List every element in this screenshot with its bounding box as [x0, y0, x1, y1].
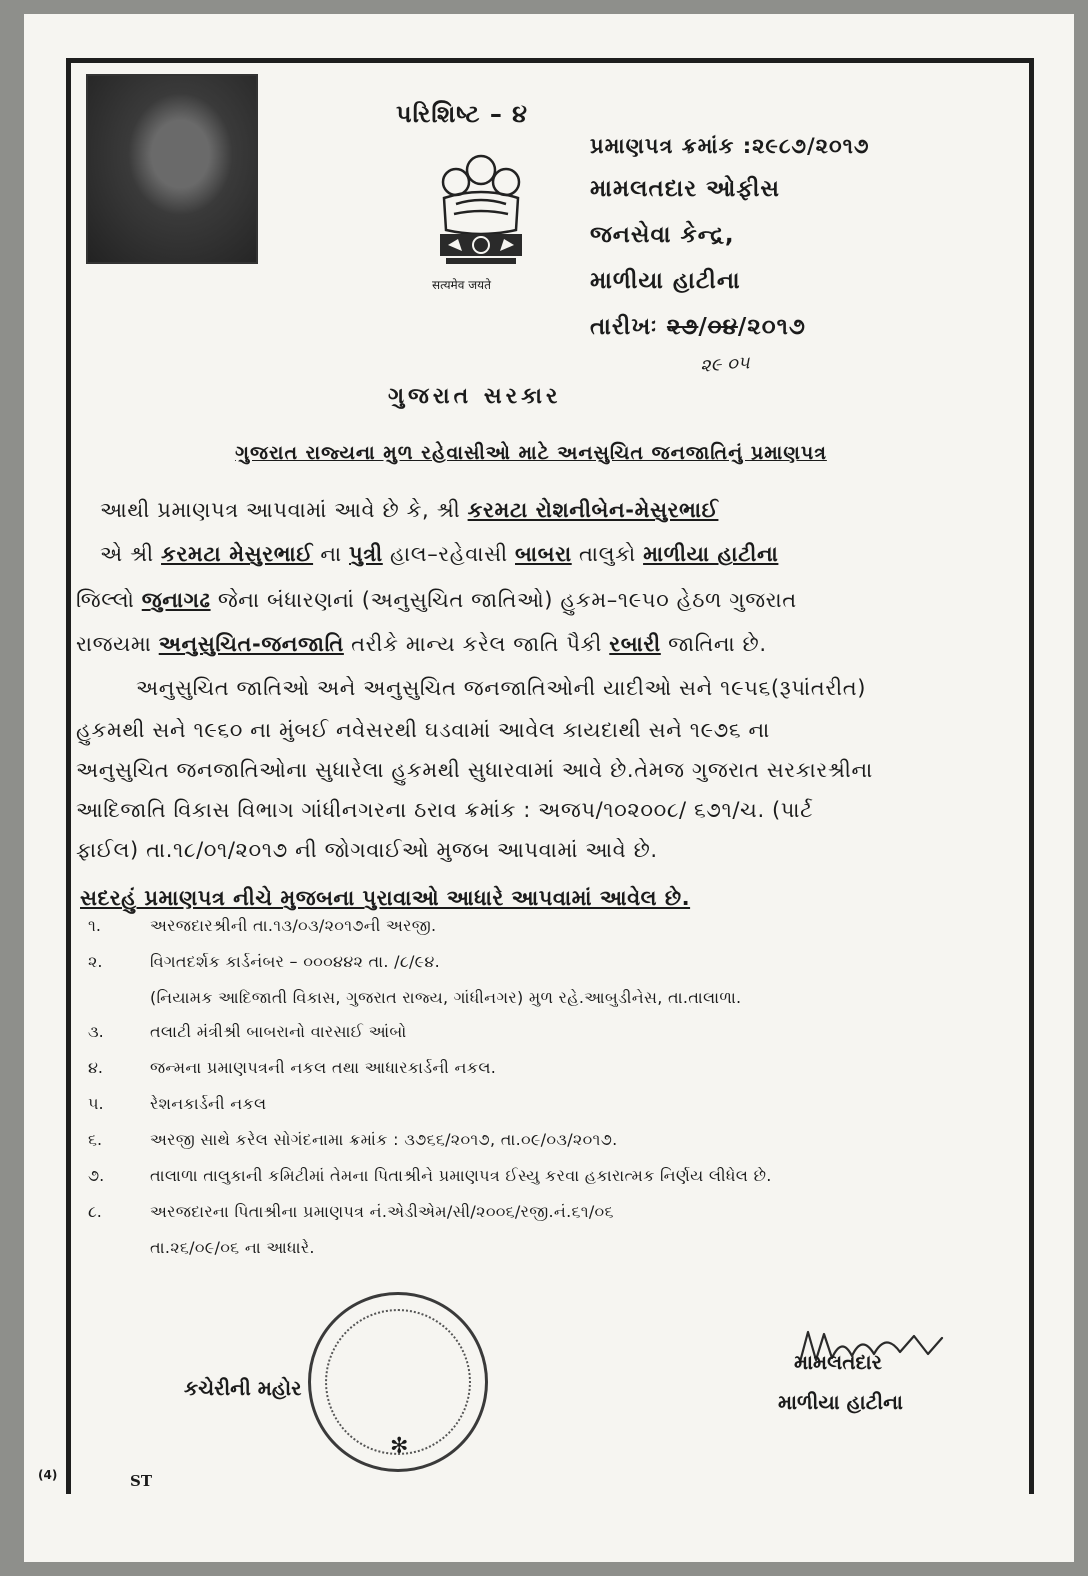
evidence-number: ૬.: [88, 1130, 103, 1149]
evidence-item: રેશનકાર્ડની નકલ: [150, 1094, 267, 1113]
evidence-item: તા.૨૬/૦૯/૦૬ ના આધારે.: [150, 1238, 315, 1257]
applicant-photo: [86, 74, 258, 264]
body-line-1: [100, 498, 1030, 523]
father-name: કરમટા મેસુરભાઈ: [161, 542, 314, 566]
evidence-number: ૮.: [88, 1202, 102, 1221]
date-year: /૨૦૧૭: [737, 314, 806, 340]
certificate-sheet: [24, 14, 1074, 1562]
district: જુનાગઢ: [141, 588, 211, 612]
seal-star-icon: ✻: [390, 1434, 409, 1459]
body-text: આથી પ્રમાણપત્ર આપવામાં આવે છે કે, શ્રી: [100, 498, 468, 522]
issue-date: [590, 314, 806, 340]
evidence-number: ૭.: [88, 1166, 105, 1185]
date-month-struck: ૦૪: [707, 314, 738, 340]
signatory-title: મામલતદાર: [794, 1350, 882, 1374]
evidence-item: (નિયામક આદિજાતી વિકાસ, ગુજરાત રાજ્ય, ગાંધીનગર) મુળ રહે.આબુડીનેસ, તા.તાલાળા.: [150, 988, 742, 1007]
footer-code: ST: [130, 1472, 152, 1490]
applicant-name: કરમટા રોશનીબેન-મેસુરભાઈ: [467, 498, 719, 522]
emblem-motto: सत्यमेव जयते: [432, 278, 491, 292]
body-line-9: ફાઈલ) તા.૧૮/૦૧/૨૦૧૭ ની જોગવાઈઓ મુજબ આપવામાં આવે છે.: [76, 838, 658, 862]
body-line-5: અનુસુચિત જાતિઓ અને અનુસુચિત જનજાતિઓની યાદીઓ સને ૧૯૫૬(રૂપાંતરીત): [136, 676, 867, 700]
body-text: તરીકે માન્ય કરેલ જાતિ પૈકી: [343, 632, 610, 656]
evidence-number: ૨.: [88, 952, 103, 971]
body-text: હાલ–રહેવાસી: [382, 542, 516, 566]
body-text: જાતિના છે.: [660, 632, 767, 656]
body-line-7: અનુસુચિત જનજાતિઓના સુધારેલા હુકમથી સુધારવામાં આવે છે.તેમજ ગુજરાત સરકારશ્રીના: [76, 758, 873, 782]
evidence-item: અરજી સાથે કરેલ સોગંદનામા ક્રમાંક : ૩૭૬૬/૨૦૧૭, તા.૦૯/૦૩/૨૦૧૭.: [150, 1130, 618, 1149]
body-line-8: આદિજાતિ વિકાસ વિભાગ ગાંધીનગરના ઠરાવ ક્રમાંક : અજપ/૧૦૨૦૦૮/ ૬૭૧/ચ. (પાર્ટ: [76, 798, 813, 822]
body-line-3: [76, 588, 1006, 613]
body-text: ના: [313, 542, 350, 566]
page-number: (4): [38, 1468, 58, 1482]
body-line-2: [100, 542, 1030, 567]
evidence-item: જન્મના પ્રમાણપત્રની નકલ તથા આધારકાર્ડની નકલ.: [150, 1058, 497, 1077]
office-seal-label: કચેરીની મહોર: [184, 1376, 302, 1400]
evidence-item: વિગતદર્શક કાર્ડનંબર – ૦૦૦૪૪૨ તા. /૮/૯૪.: [150, 952, 441, 971]
village: બાબરા: [515, 542, 572, 566]
evidence-item: અરજદારશ્રીની તા.૧૩/૦૩/૨૦૧૭ની અરજી.: [150, 916, 437, 935]
service-center: જનસેવા કેન્દ્ર,: [590, 222, 735, 248]
evidence-number: ૫.: [88, 1094, 104, 1113]
date-separator: /: [698, 314, 708, 340]
caste: રબારી: [609, 632, 661, 656]
evidence-item: અરજદારના પિતાશ્રીના પ્રમાણપત્ર નં.એડીએમ/સી/૨૦૦૬/રજી.નં.૬૧/૦૬: [150, 1202, 614, 1221]
body-text: જેના બંધારણનાં (અનુસુચિત જાતિઓ) હુકમ–૧૯૫૦ હેઠળ ગુજરાત: [210, 588, 797, 612]
evidence-number: ૧.: [88, 916, 101, 935]
relation: પુત્રી: [349, 542, 383, 566]
evidence-item: તલાટી મંત્રીશ્રી બાબરાનો વારસાઈ આંબો: [150, 1022, 407, 1041]
office-place: માળીયા હાટીના: [590, 268, 741, 294]
body-text: રાજયમા: [76, 632, 159, 656]
ashoka-emblem-icon: [426, 148, 536, 272]
body-text: તાલુકો: [571, 542, 644, 566]
category: અનુસુચિત-જનજાતિ: [158, 632, 344, 656]
handwritten-date-correction: ૨૯ ૦૫: [699, 352, 751, 377]
signatory-place: માળીયા હાટીના: [778, 1390, 903, 1414]
evidence-number: ૪.: [88, 1058, 104, 1077]
taluka: માળીયા હાટીના: [643, 542, 779, 566]
body-line-4: [76, 632, 1006, 657]
office-name: મામલતદાર ઓફીસ: [590, 176, 781, 202]
body-text: એ શ્રી: [100, 542, 162, 566]
evidence-item: તાલાળા તાલુકાની કમિટીમાં તેમના પિતાશ્રીને પ્રમાણપત્ર ઈસ્યુ કરવા હકારાત્મક નિર્ણય લીધેલ છે.: [150, 1166, 772, 1185]
certificate-subject: ગુજરાત રાજ્યના મુળ રહેવાસીઓ માટે અનસુચિત જનજાતિનું પ્રમાણપત્ર: [235, 442, 827, 464]
evidence-number: ૩.: [88, 1022, 104, 1041]
evidence-heading: સદરહું પ્રમાણપત્ર નીચે મુજબના પુરાવાઓ આધારે આપવામાં આવેલ છે.: [80, 886, 691, 910]
appendix-label: પરિશિષ્ટ – ૪: [396, 100, 529, 128]
certificate-number: પ્રમાણપત્ર ક્રમાંક :૨૯૮૭/૨૦૧૭: [590, 134, 870, 158]
government-heading: ગુજરાત સરકાર: [388, 384, 562, 409]
date-day-struck: ૨૭: [666, 314, 699, 340]
body-text: જિલ્લો: [76, 588, 142, 612]
body-line-6: હુકમથી સને ૧૯૬૦ ના મુંબઈ નવેસરથી ઘડવામાં આવેલ કાયદાથી સને ૧૯૭૬ ના: [76, 718, 770, 742]
date-label: તારીખઃ: [590, 314, 658, 340]
